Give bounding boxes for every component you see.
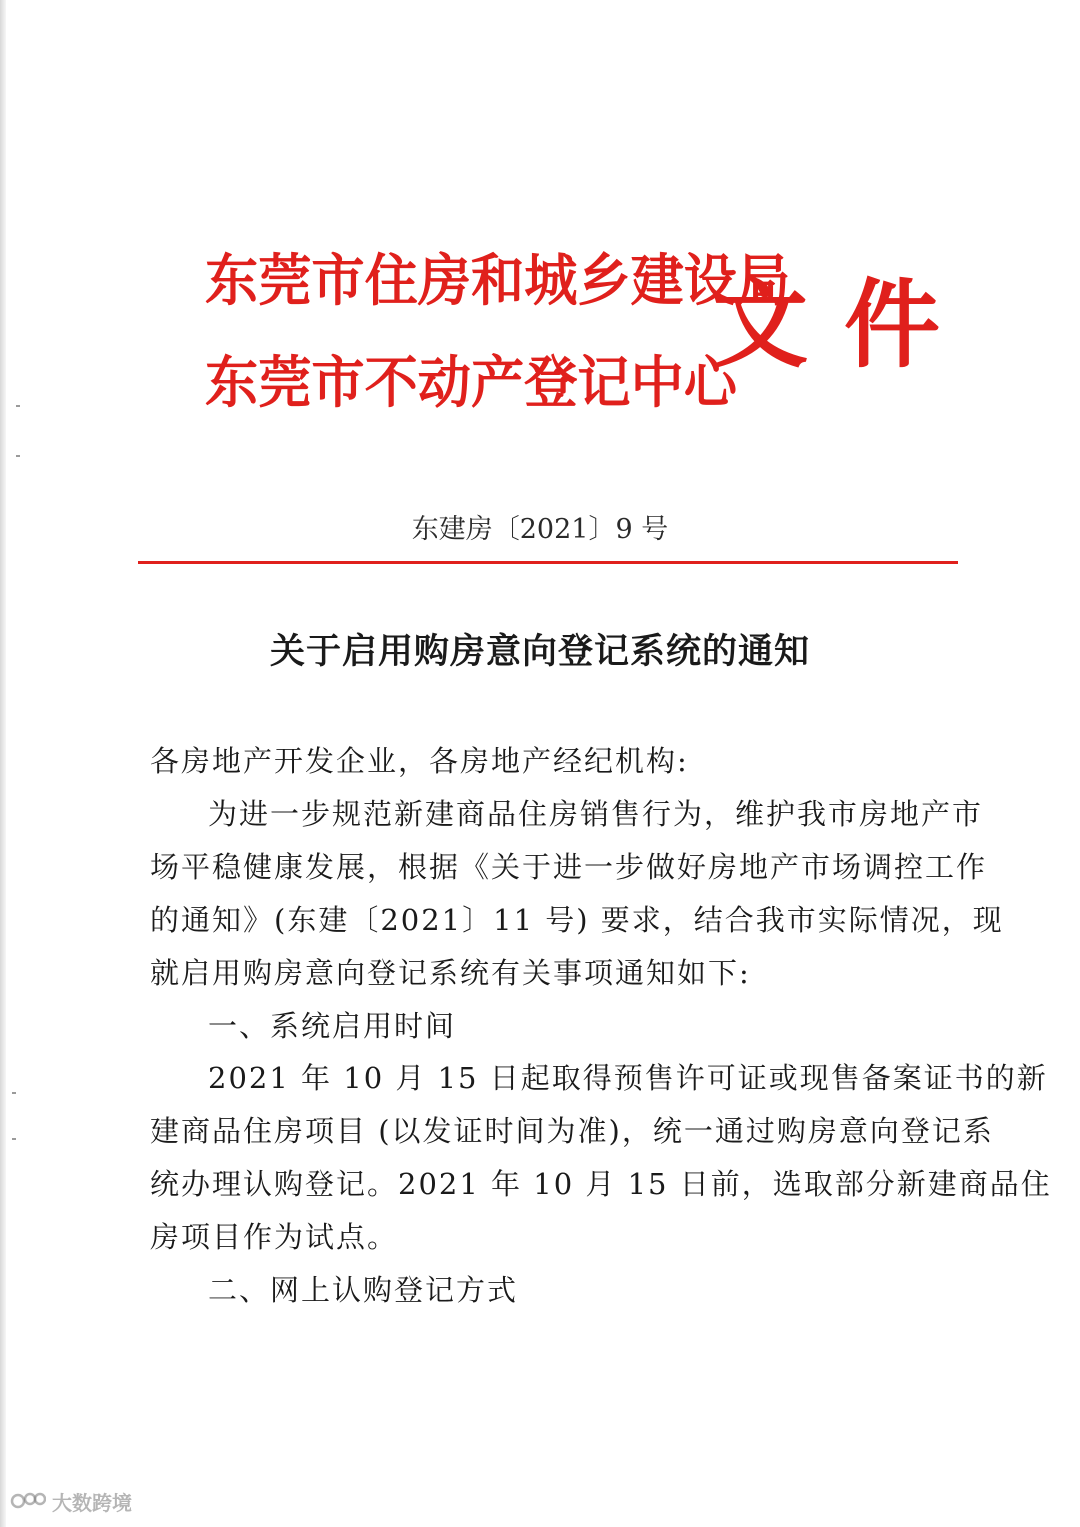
agency-name-registration-center: 东莞市不动产登记中心 xyxy=(205,351,737,416)
paragraph-line: 2021 年 10 月 15 日起取得预售许可证或现售备案证书的新 xyxy=(208,1061,1048,1095)
paragraph-line: 场平稳健康发展，根据《关于进一步做好房地产市场调控工作 xyxy=(150,850,988,884)
salutation: 各房地产开发企业，各房地产经纪机构: xyxy=(150,744,689,778)
watermark-text: 大数跨境 xyxy=(52,1490,132,1515)
paragraph-line: 统办理认购登记。2021 年 10 月 15 日前，选取部分新建商品住 xyxy=(150,1167,1052,1201)
red-divider xyxy=(138,561,958,564)
paragraph-line: 建商品住房项目 (以发证时间为准)，统一通过购房意向登记系 xyxy=(150,1114,994,1148)
watermark xyxy=(10,1486,132,1516)
paragraph-line: 就启用购房意向登记系统有关事项通知如下: xyxy=(150,956,751,990)
document-number: 东建房〔2021〕9 号 xyxy=(411,514,669,545)
scan-mark xyxy=(12,1092,16,1094)
scan-mark xyxy=(16,455,20,457)
notice-title: 关于启用购房意向登记系统的通知 xyxy=(269,631,810,672)
section-heading: 一、系统启用时间 xyxy=(208,1009,457,1043)
paragraph-line: 为进一步规范新建商品住房销售行为，维护我市房地产市 xyxy=(208,797,984,831)
section-heading: 二、网上认购登记方式 xyxy=(208,1273,519,1307)
page-edge xyxy=(0,0,6,1527)
watermark-logo-icon xyxy=(10,1489,46,1513)
document-label: 文件 xyxy=(712,268,976,381)
scan-mark xyxy=(16,405,20,407)
paragraph-line: 房项目作为试点。 xyxy=(150,1220,399,1254)
scan-mark xyxy=(12,1138,16,1140)
agency-name-housing-bureau: 东莞市住房和城乡建设局 xyxy=(205,249,791,314)
paragraph-line: 的通知》(东建〔2021〕11 号) 要求，结合我市实际情况，现 xyxy=(150,903,1004,937)
